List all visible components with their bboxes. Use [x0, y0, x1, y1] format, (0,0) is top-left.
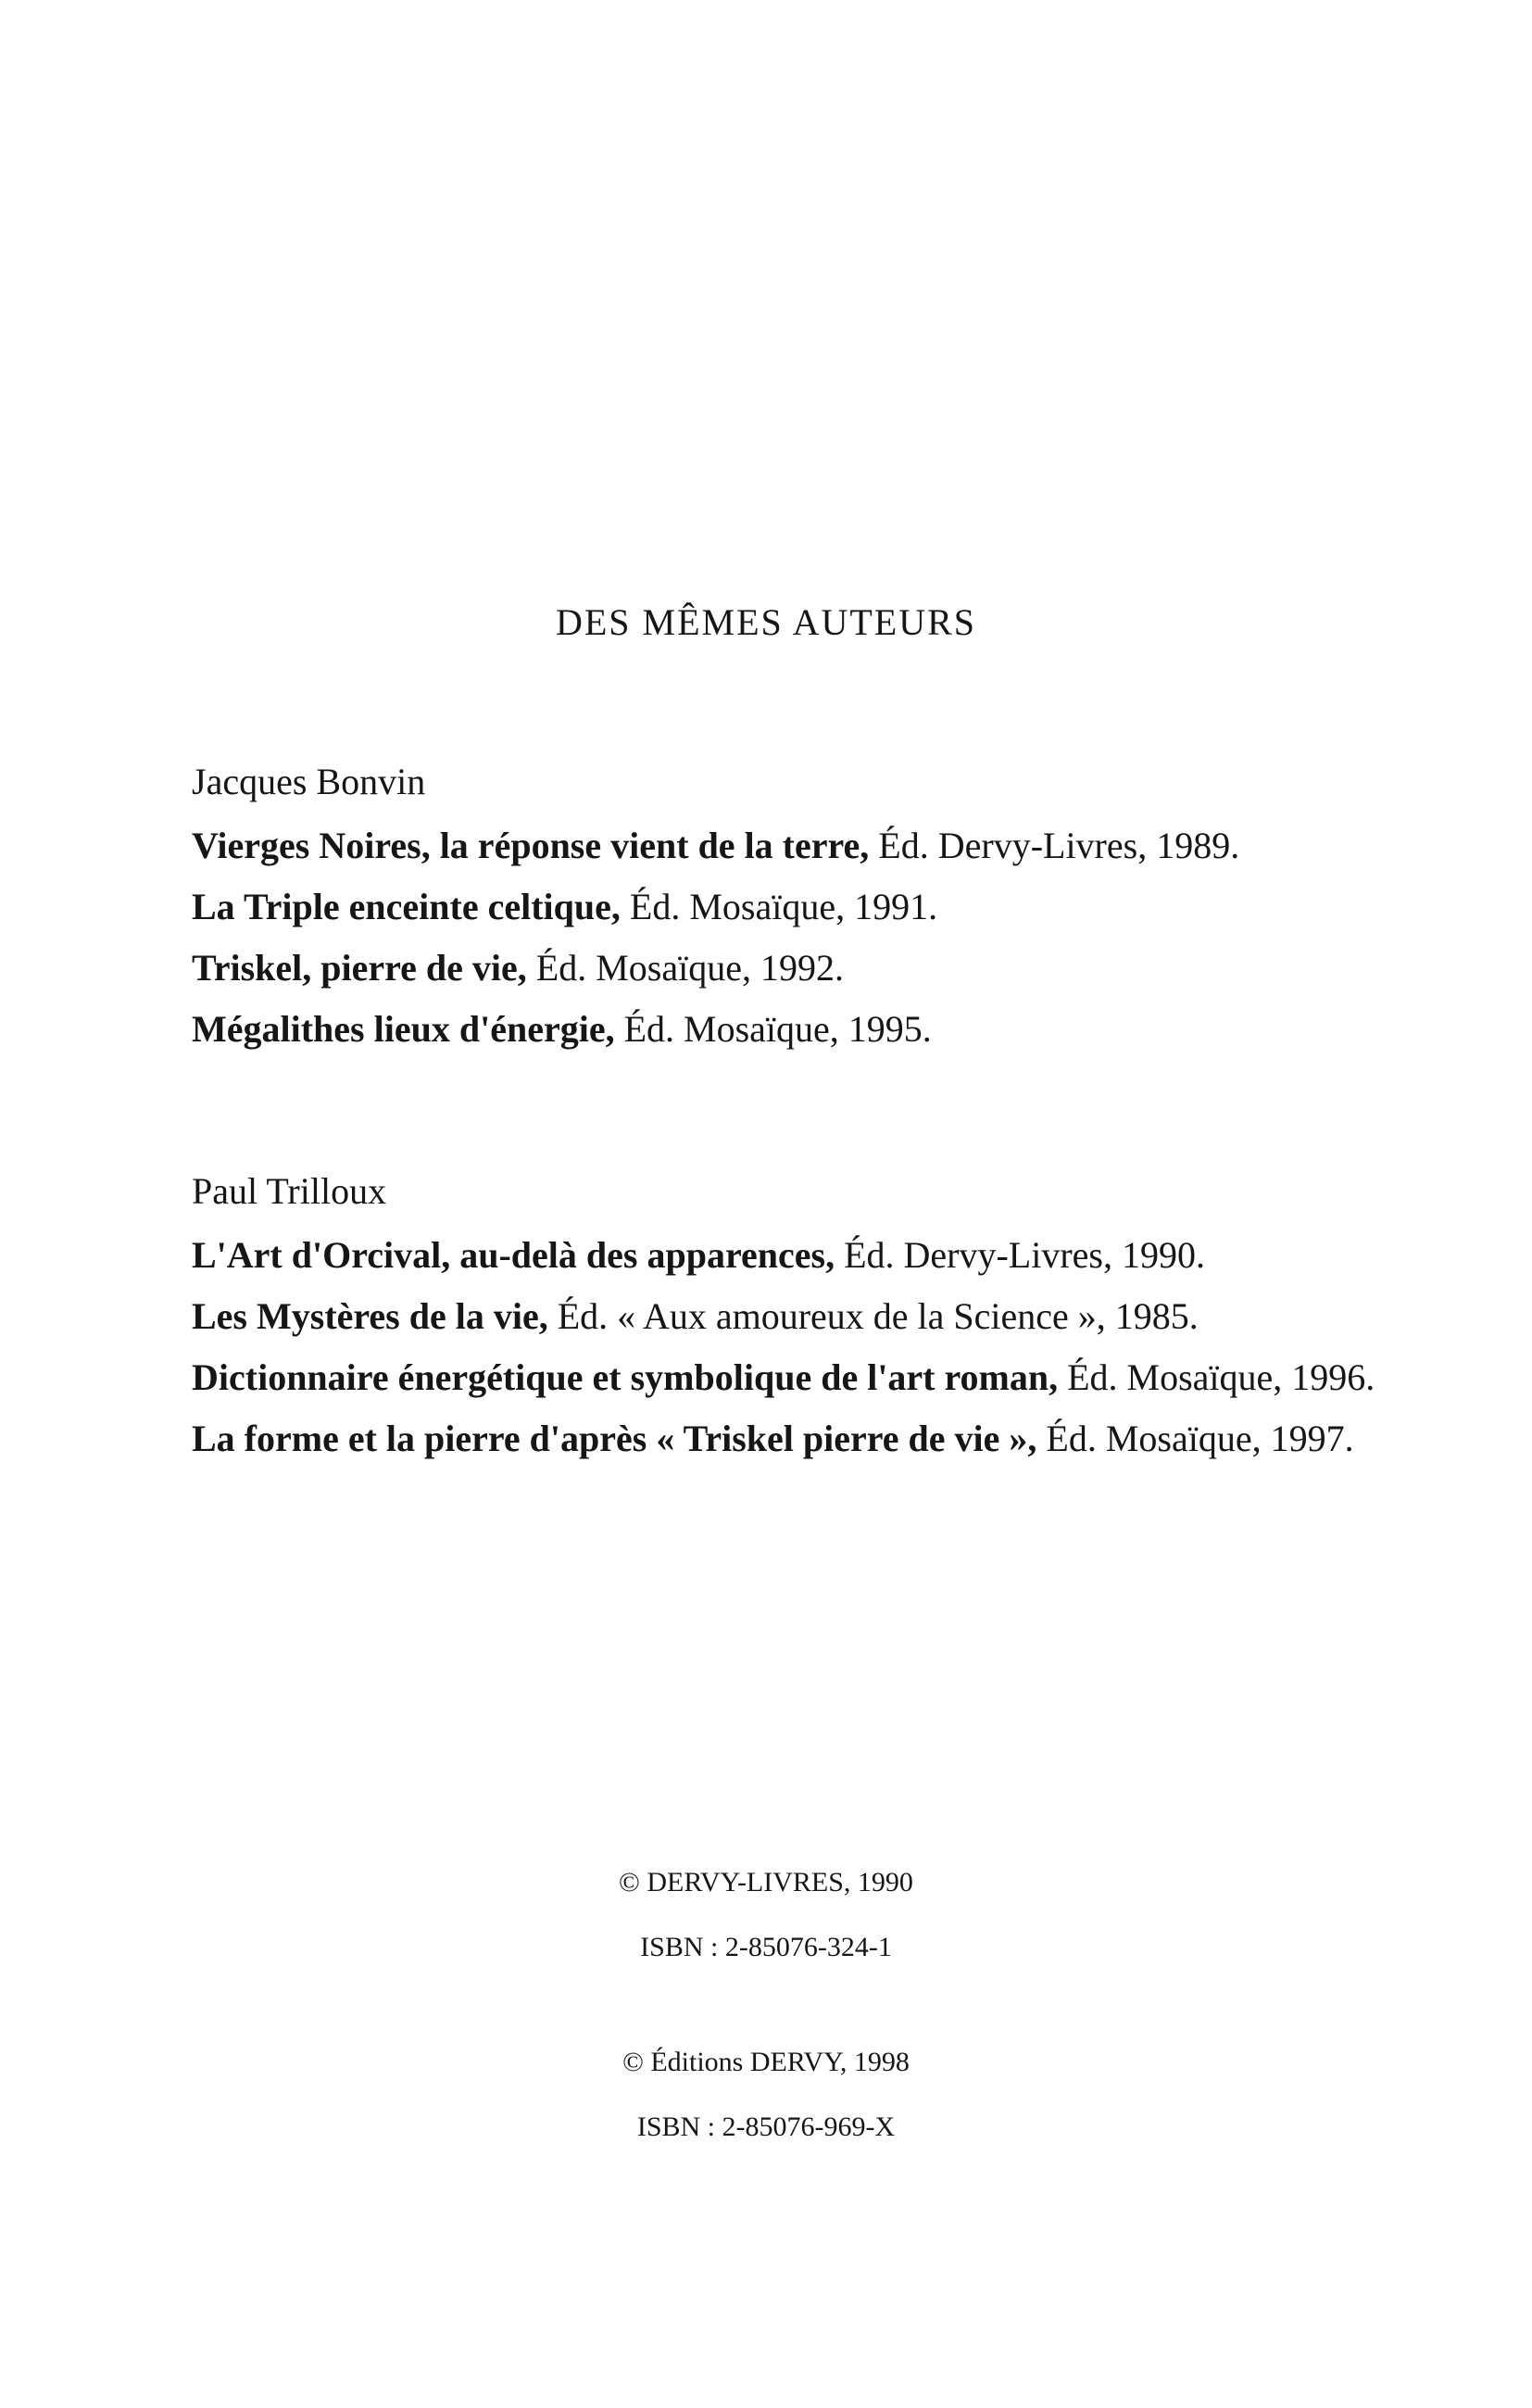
- work-details: Éd. « Aux amoureux de la Science », 1985.: [547, 1295, 1199, 1337]
- work-title: Dictionnaire énergétique et symbolique de l'art roman,: [192, 1356, 1059, 1398]
- work-details: Éd. Dervy-Livres, 1990.: [835, 1234, 1205, 1276]
- work-title: Mégalithes lieux d'énergie,: [192, 1008, 615, 1050]
- work-details: Éd. Dervy-Livres, 1989.: [869, 825, 1240, 866]
- bibliography-entry: [192, 1234, 1396, 1277]
- isbn-line: ISBN : 2-85076-324-1: [640, 1932, 892, 1962]
- bibliography-entry: [192, 947, 1396, 990]
- work-title: Triskel, pierre de vie,: [192, 947, 527, 989]
- work-details: Éd. Mosaïque, 1997.: [1036, 1418, 1354, 1459]
- work-title: L'Art d'Orcival, au-delà des apparences,: [192, 1234, 835, 1276]
- author-name: Jacques Bonvin: [192, 761, 426, 802]
- author-name: Paul Trilloux: [192, 1170, 387, 1212]
- work-title: La forme et la pierre d'après « Triskel pierre de vie »,: [192, 1418, 1037, 1459]
- work-details: Éd. Mosaïque, 1996.: [1058, 1356, 1375, 1398]
- work-title: La Triple enceinte celtique,: [192, 886, 621, 927]
- work-details: Éd. Mosaïque, 1995.: [614, 1008, 932, 1050]
- bibliography-entry: [192, 1418, 1396, 1460]
- work-title: Les Mystères de la vie,: [192, 1295, 548, 1337]
- author-section-bonvin: [192, 760, 1396, 1069]
- copyright-notice: © Éditions DERVY, 1998: [622, 2047, 910, 2077]
- copyright-notice: © DERVY-LIVRES, 1990: [619, 1867, 913, 1897]
- bibliography-entry: [192, 886, 1396, 928]
- page-heading: DES MÊMES AUTEURS: [555, 601, 977, 643]
- bibliography-entry: [192, 1008, 1396, 1051]
- bibliography-entry: [192, 1356, 1396, 1399]
- isbn-line: ISBN : 2-85076-969-X: [636, 2112, 896, 2142]
- work-details: Éd. Mosaïque, 1992.: [526, 947, 844, 989]
- work-title: Vierges Noires, la réponse vient de la terre,: [192, 825, 870, 866]
- work-details: Éd. Mosaïque, 1991.: [620, 886, 938, 927]
- bibliography-entry: [192, 825, 1396, 867]
- bibliography-entry: [192, 1295, 1396, 1338]
- author-section-trilloux: [192, 1169, 1396, 1479]
